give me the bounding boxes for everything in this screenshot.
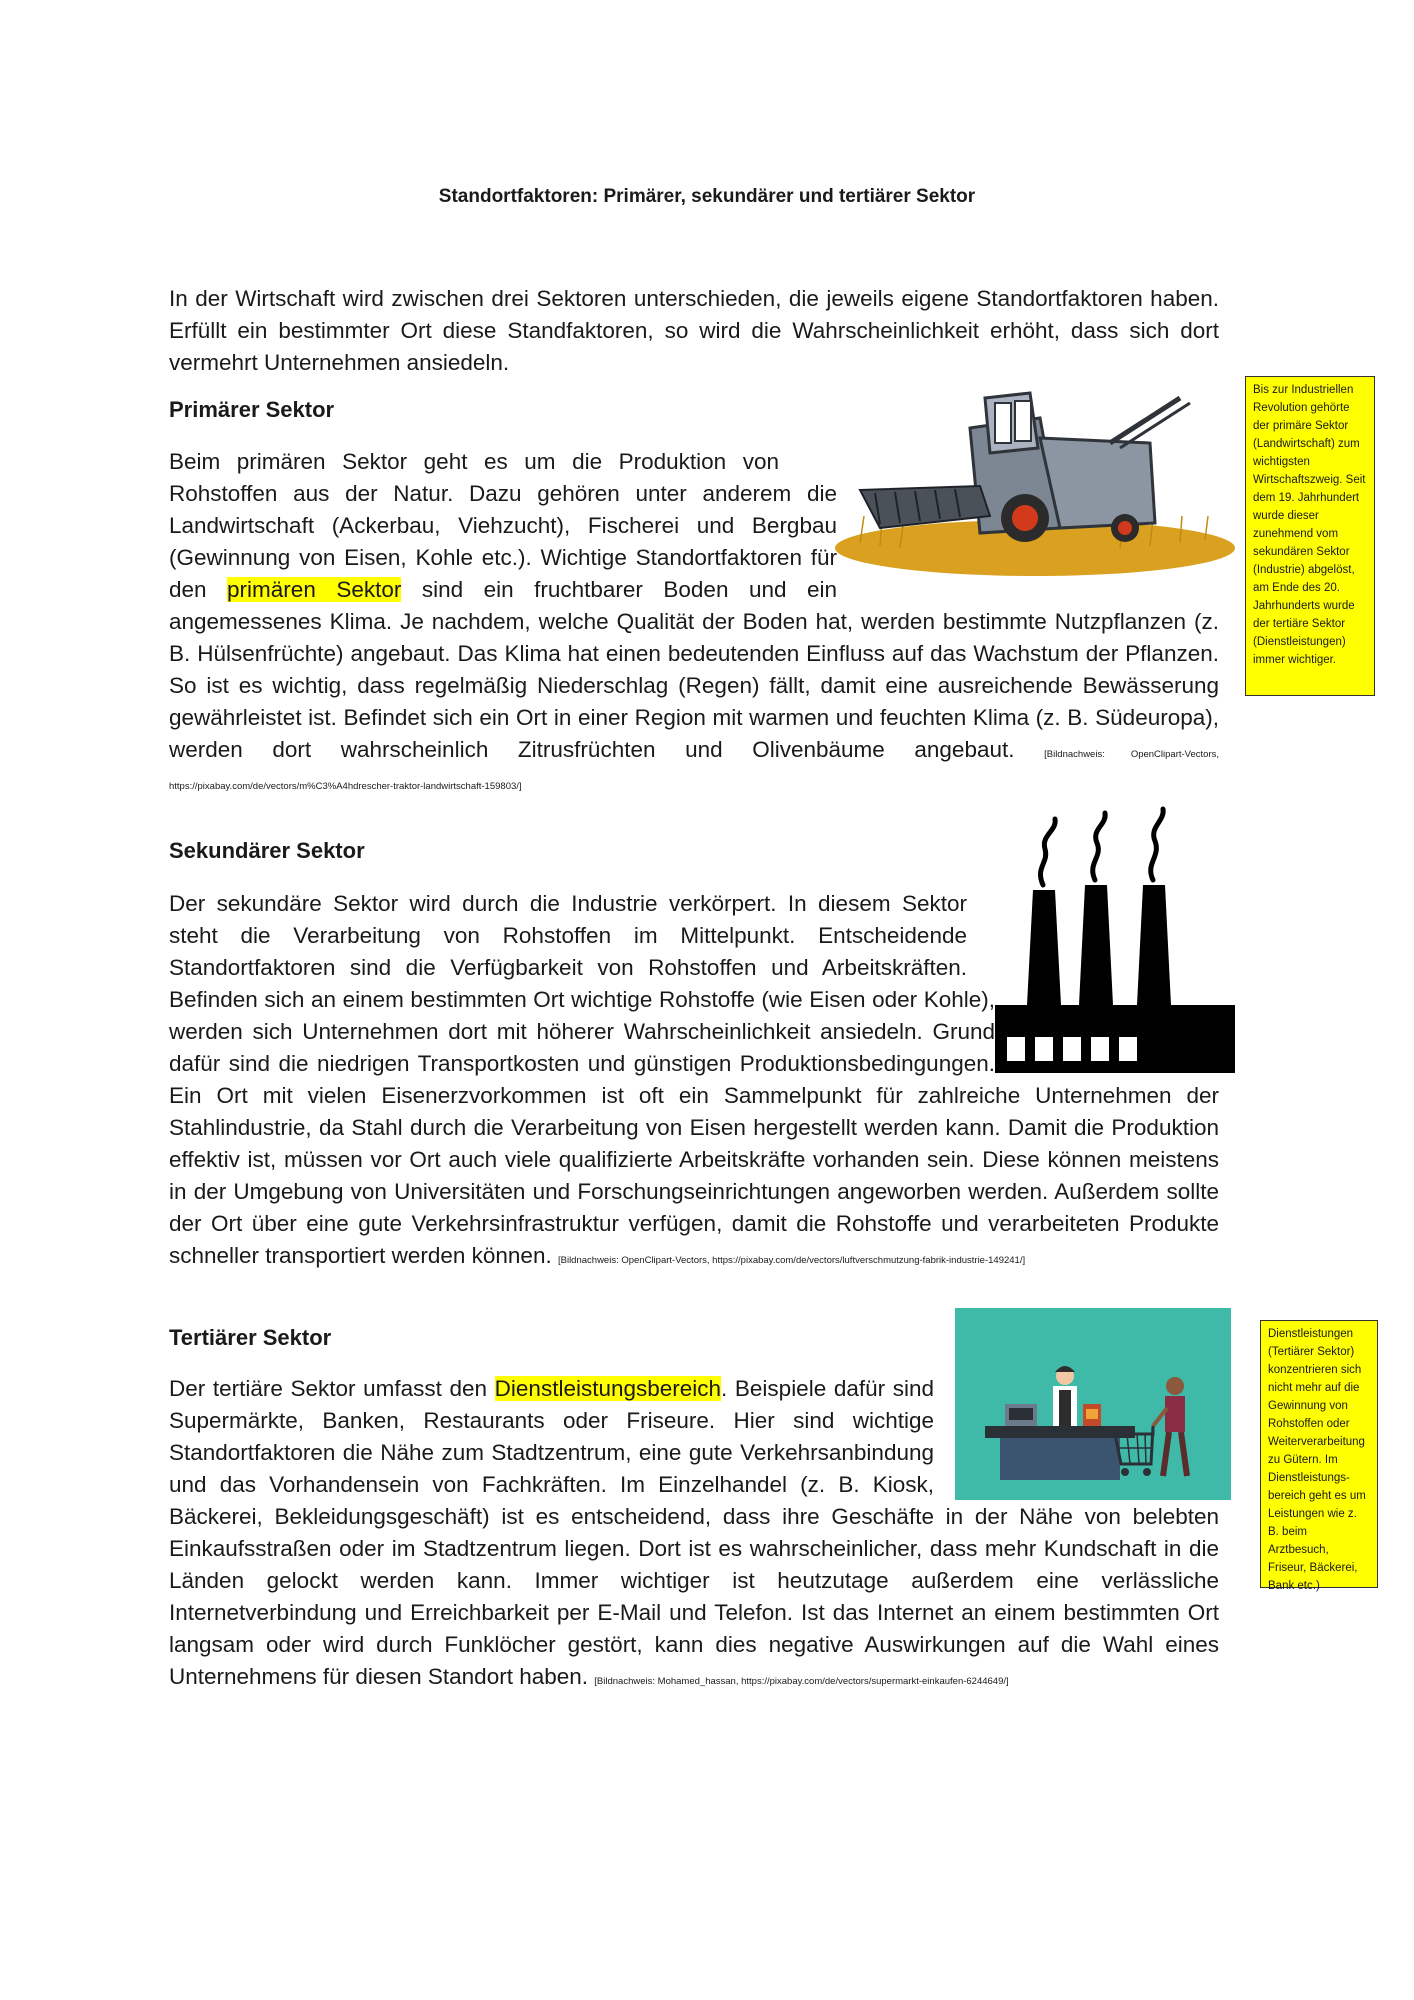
primary-sidenote: Bis zur Industriellen Revolution gehörte der primäre Sektor (Landwirtschaft) zum wichtigsten Wirtschaftszweig. Seit dem 19. Jahrhundert wurde dieser zunehmend vom sekundären Sektor (Industrie) abgelöst, am Ende des 20. Jahrhunderts wurde der tertiäre Sektor (Dienstleistungen) immer wichtiger. (1245, 376, 1375, 696)
combine-harvester-illustration (820, 378, 1240, 578)
tertiary-text-a: Der tertiäre Sektor umfasst den (169, 1376, 488, 1401)
tertiary-sidenote: Dienstleistungen (Tertiärer Sektor) konzentrieren sich nicht mehr auf die Gewinnung von Rohstoffen oder Weiterverarbeitung zu Gütern. Im Dienstleistungs-bereich geht es um Leistungen wie z. B. beim Arztbesuch, Friseur, Bäckerei, Bank etc.) (1260, 1320, 1378, 1588)
secondary-text: Der sekundäre Sektor wird durch die Industrie verkörpert. In diesem Sektor steht die Verarbeitung von Rohstoffen im Mittelpunkt. Entscheidende Standortfaktoren sind die Verfügbarkeit von Rohstoffen und Arbeitskräften. Befinden sich an einem bestimmten Ort wichtige Rohstoffe (wie Eisen oder Kohle), werden sich Unternehmen dort mit höherer Wahrscheinlichkeit ansiedeln. Grund dafür sind die niedrigen Transportkosten und günstigen Produktionsbedingungen. Ein Ort mit vielen Eisenerzvorkommen ist oft ein Sammelpunkt für zahlreiche Unternehmen der Stahlindustrie, da Stahl durch die Verarbeitung von Eisen hergestellt werden kann. Damit die Produktion effektiv ist, müssen vor Ort auch viele qualifizierte Arbeitskräfte vorhanden sein. Diese können meistens in der Umgebung von Universitäten und Forschungseinrichtungen angeworben werden. Außerdem sollte der Ort über eine gute Verkehrsinfrastruktur verfügen, damit die Rohstoffe und verarbeiteten Produkte schneller transportiert werden können. (169, 891, 1219, 1268)
secondary-sector-heading: Sekundärer Sektor (169, 838, 365, 863)
supermarket-illustration (955, 1308, 1231, 1500)
page-title: Standortfaktoren: Primärer, sekundärer und tertiärer Sektor (438, 186, 976, 207)
tertiary-sector-heading: Tertiärer Sektor (169, 1325, 332, 1350)
tertiary-text-b: . Beispiele dafür sind Supermärkte, Banken, Restaurants oder Friseure. Hier sind wichtige Standortfaktoren die Nähe zum Stadtzentrum, eine gute Verkehrsanbindung und das Vorhandensein von Fachkräften. Im Einzelhandel (z. B. Kiosk, Bäckerei, Bekleidungsgeschäft) ist es entscheidend, dass ihre Geschäfte in der Nähe von belebten Einkaufsstraßen oder im Stadtzentrum liegen. Dort ist es wahrscheinlicher, dass mehr Kundschaft in die Länden gelockt werden kann. Immer wichtiger ist heutzutage außerdem eine verlässliche Internetverbindung und Erreichbarkeit per E-Mail und Telefon. Ist das Internet an einem bestimmten Ort langsam oder wird durch Funklöcher gestört, kann dies negative Auswirkungen auf die Wahl eines Unternehmens für diesen Standort haben. (169, 1376, 1219, 1689)
primary-image-credit: [Bildnachweis: OpenClipart-Vectors, https://pixabay.com/de/vectors/m%C3%A4hdrescher-traktor-landwirtschaft-159803/] (169, 749, 1219, 792)
secondary-image-credit: [Bildnachweis: OpenClipart-Vectors, https://pixabay.com/de/vectors/luftverschmutzung-fabrik-industrie-149241/] (557, 1255, 1026, 1266)
primary-text-b: sind ein fruchtbarer Boden und ein angemessenes Klima. Je nachdem, welche Qualität der Boden hat, werden bestimmte Nutzpflanzen (z. B. Hülsenfrüchte) angebaut. Das Klima hat einen bedeutenden Einfluss auf das Wachstum der Pflanzen. So ist es wichtig, dass regelmäßig Niederschlag (Regen) fällt, damit eine ausreichende Bewässerung gewährleistet ist. Befindet sich ein Ort in einer Region mit warmen und feuchten Klima (z. B. Südeuropa), werden dort wahrscheinlich Zitrusfrüchten und Olivenbäume angebaut. (169, 577, 1219, 762)
primary-text-a: Beim primären Sektor geht es um die Produktion von Rohstoffen aus der Natur. Dazu gehören unter anderem die Landwirtschaft (Ackerbau, Viehzucht), Fischerei und Bergbau (Gewinnung von Eisen, Kohle etc.). Wichtige Standortfaktoren für den (169, 449, 837, 602)
tertiary-image-credit: [Bildnachweis: Mohamed_hassan, https://pixabay.com/de/vectors/supermarkt-einkaufen-6244649/] (594, 1676, 1009, 1687)
tertiary-highlight: Dienstleistungsbereich (494, 1376, 722, 1401)
primary-sector-heading: Primärer Sektor (169, 397, 335, 422)
intro-paragraph: In der Wirtschaft wird zwischen drei Sektoren unterschieden, die jeweils eigene Standortfaktoren haben. Erfüllt ein bestimmter Ort diese Standfaktoren, so wird die Wahrscheinlichkeit erhöht, dass sich dort vermehrt Unternehmen ansiedeln. (169, 286, 1219, 375)
factory-icon (995, 885, 1235, 1073)
cashier-icon (1053, 1366, 1077, 1426)
combine-harvester-icon (860, 393, 1190, 542)
primary-highlight: primären Sektor (227, 577, 402, 602)
factory-illustration (995, 805, 1245, 1075)
smoke-icon (1040, 809, 1163, 885)
